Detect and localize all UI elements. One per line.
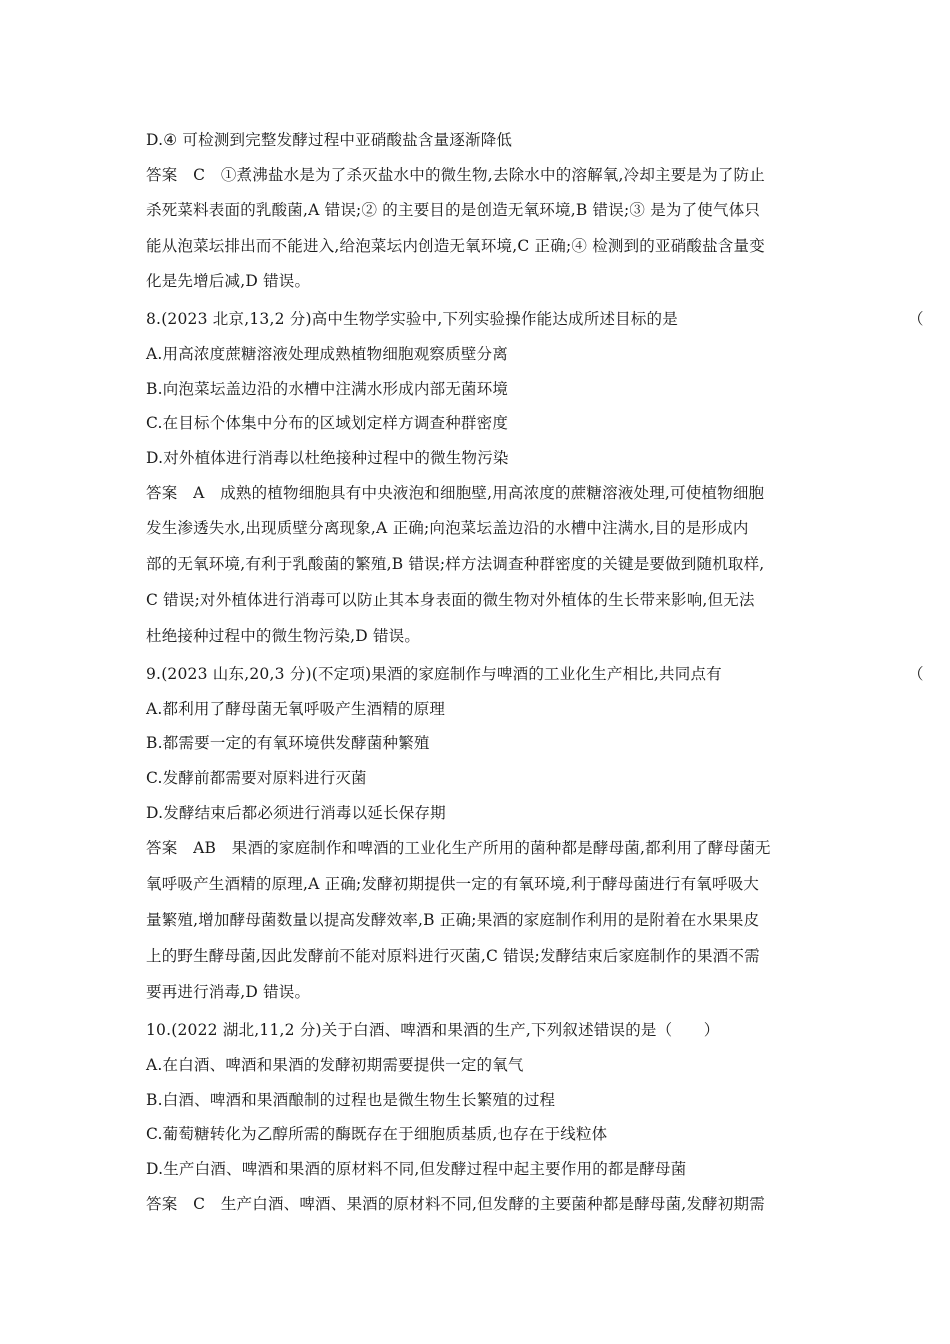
q8-answer-line-5: 杜绝接种过程中的微生物污染,D 错误。: [146, 627, 421, 645]
q7-option-d: D.④ 可检测到完整发酵过程中亚硝酸盐含量逐渐降低: [146, 131, 513, 149]
q7-answer-line-3: 能从泡菜坛排出而不能进入,给泡菜坛内创造无氧环境,C 正确;④ 检测到的亚硝酸盐含量变: [146, 237, 765, 255]
q8-answer-line-1: 答案 A 成熟的植物细胞具有中央液泡和细胞壁,用高浓度的蔗糖溶液处理,可使植物细胞: [146, 484, 765, 502]
q8-stem: 8.(2023 北京,13,2 分)高中生物学实验中,下列实验操作能达成所述目标的是: [146, 310, 678, 328]
q8-answer-line-2: 发生渗透失水,出现质壁分离现象,A 正确;向泡菜坛盖边沿的水槽中注满水,目的是形成内: [146, 519, 749, 537]
q9-answer-paren: （: [908, 665, 924, 683]
q8-option-a: A.用高浓度蔗糖溶液处理成熟植物细胞观察质壁分离: [146, 345, 508, 363]
q9-answer-line-4: 上的野生酵母菌,因此发酵前不能对原料进行灭菌,C 错误;发酵结束后家庭制作的果酒不需: [146, 947, 760, 965]
q8-answer-line-3: 部的无氧环境,有利于乳酸菌的繁殖,B 错误;样方法调查种群密度的关键是要做到随机取样,: [146, 555, 765, 573]
q9-option-b: B.都需要一定的有氧环境供发酵菌种繁殖: [146, 734, 430, 752]
q10-option-a: A.在白酒、啤酒和果酒的发酵初期需要提供一定的氧气: [146, 1056, 524, 1074]
q9-answer-line-1: 答案 AB 果酒的家庭制作和啤酒的工业化生产所用的菌种都是酵母菌,都利用了酵母菌无: [146, 839, 771, 857]
q8-answer-paren: （: [908, 310, 924, 328]
q10-stem: 10.(2022 湖北,11,2 分)关于白酒、啤酒和果酒的生产,下列叙述错误的是（ ）: [146, 1021, 720, 1039]
q9-option-c: C.发酵前都需要对原料进行灭菌: [146, 769, 367, 787]
q10-answer-line-1: 答案 C 生产白酒、啤酒、果酒的原材料不同,但发酵的主要菌种都是酵母菌,发酵初期需: [146, 1195, 765, 1213]
q9-answer-line-3: 量繁殖,增加酵母菌数量以提高发酵效率,B 正确;果酒的家庭制作利用的是附着在水果果皮: [146, 911, 760, 929]
q9-option-a: A.都利用了酵母菌无氧呼吸产生酒精的原理: [146, 700, 446, 718]
q8-option-d: D.对外植体进行消毒以杜绝接种过程中的微生物污染: [146, 449, 509, 467]
q9-stem: 9.(2023 山东,20,3 分)(不定项)果酒的家庭制作与啤酒的工业化生产相比,共同点有: [146, 665, 722, 683]
q7-answer-line-4: 化是先增后减,D 错误。: [146, 272, 311, 290]
q8-option-c: C.在目标个体集中分布的区域划定样方调查种群密度: [146, 414, 509, 432]
q7-answer-line-2: 杀死菜料表面的乳酸菌,A 错误;② 的主要目的是创造无氧环境,B 错误;③ 是为了使气体只: [146, 201, 761, 219]
q8-answer-line-4: C 错误;对外植体进行消毒可以防止其本身表面的微生物对外植体的生长带来影响,但无法: [146, 591, 755, 609]
q9-answer-line-2: 氧呼吸产生酒精的原理,A 正确;发酵初期提供一定的有氧环境,利于酵母菌进行有氧呼吸大: [146, 875, 760, 893]
q10-option-b: B.白酒、啤酒和果酒酿制的过程也是微生物生长繁殖的过程: [146, 1091, 556, 1109]
q10-option-d: D.生产白酒、啤酒和果酒的原材料不同,但发酵过程中起主要作用的都是酵母菌: [146, 1160, 687, 1178]
q9-option-d: D.发酵结束后都必须进行消毒以延长保存期: [146, 804, 446, 822]
q10-option-c: C.葡萄糖转化为乙醇所需的酶既存在于细胞质基质,也存在于线粒体: [146, 1125, 608, 1143]
q7-answer-line-1: 答案 C ①煮沸盐水是为了杀灭盐水中的微生物,去除水中的溶解氧,冷却主要是为了防止: [146, 166, 765, 184]
q8-option-b: B.向泡菜坛盖边沿的水槽中注满水形成内部无菌环境: [146, 380, 509, 398]
q9-answer-line-5: 要再进行消毒,D 错误。: [146, 983, 311, 1001]
